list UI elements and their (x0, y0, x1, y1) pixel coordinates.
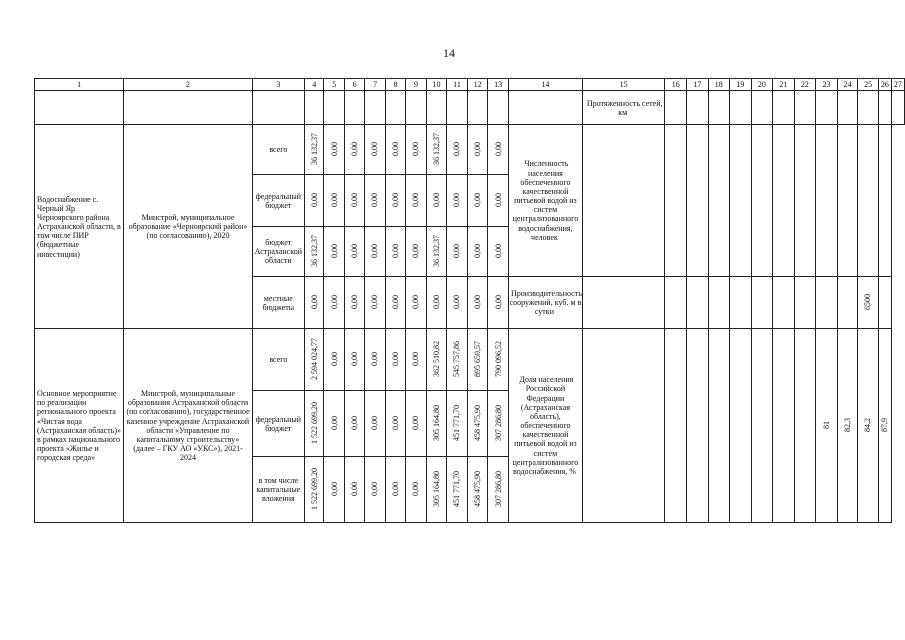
header-label: 1 (77, 80, 82, 89)
value-text: 0,00 (370, 294, 380, 309)
value-cell (385, 329, 405, 391)
empty-cell (730, 125, 752, 277)
empty-cell (385, 91, 405, 125)
indicator-cell (582, 91, 665, 125)
value-cell (385, 125, 405, 175)
header-cell (730, 79, 752, 91)
value-cell (324, 227, 344, 277)
value-text: 0,00 (370, 192, 380, 207)
value-cell (488, 125, 509, 175)
funding-source-text: всего (269, 355, 288, 365)
value-text: 895 659,57 (472, 340, 482, 377)
indicator-value: 87,9 (880, 417, 890, 432)
value-cell (365, 175, 385, 227)
empty-cell (816, 125, 838, 277)
header-cell (344, 79, 364, 91)
empty-cell (582, 329, 665, 523)
object-text: Водоснабжение с. Черный Яр Черноярского района Астраханской области, в том числе ПИР (бюджетные инвестиции) (37, 194, 121, 259)
value-text: 0,00 (493, 243, 503, 258)
value-text: 307 286,80 (493, 404, 503, 441)
value-cell (467, 125, 488, 175)
empty-cell (582, 277, 665, 329)
value-cell (426, 457, 447, 523)
empty-cell (708, 329, 730, 523)
value-text: 305 164,80 (431, 404, 441, 441)
funding-source-cell (252, 227, 304, 277)
funding-source-cell (252, 391, 304, 457)
value-text: 0,00 (329, 192, 339, 207)
value-cell (467, 329, 488, 391)
empty-cell (878, 125, 891, 277)
header-cell (406, 79, 426, 91)
empty-cell (794, 277, 816, 329)
header-label: 22 (800, 80, 809, 89)
value-text: 0,00 (329, 141, 339, 156)
empty-cell (665, 91, 687, 125)
value-text: 790 096,52 (493, 340, 503, 377)
value-text: 0,00 (390, 192, 400, 207)
header-label: 6 (352, 80, 357, 89)
empty-cell (773, 277, 795, 329)
empty-cell (252, 91, 304, 125)
value-cell (304, 277, 323, 329)
value-text: 458 475,90 (472, 470, 482, 507)
value-text: 0,00 (329, 351, 339, 366)
value-text: 0,00 (350, 192, 360, 207)
value-cell (447, 125, 468, 175)
value-cell (467, 457, 488, 523)
value-cell (467, 227, 488, 277)
value-cell (426, 227, 447, 277)
executor-cell (124, 125, 252, 329)
empty-cell (773, 125, 795, 277)
empty-cell (751, 125, 773, 277)
indicator-cell (508, 125, 582, 277)
value-text: 545 757,86 (452, 340, 462, 377)
header-label: 24 (843, 80, 852, 89)
header-label: 3 (276, 80, 281, 89)
value-cell (344, 175, 364, 227)
value-text: 36 132,37 (431, 234, 441, 267)
indicator-value-cell (837, 329, 858, 523)
value-text: 0,00 (350, 351, 360, 366)
value-cell (467, 277, 488, 329)
header-cell (708, 79, 730, 91)
header-cell (686, 79, 708, 91)
value-cell (426, 125, 447, 175)
funding-source-cell (252, 457, 304, 523)
empty-cell (858, 125, 879, 277)
executor-text: Минстрой, муниципальное образование «Черноярский район» (по согласованию), 2020 (128, 212, 248, 241)
value-text: 305 164,80 (431, 470, 441, 507)
header-cell (665, 79, 687, 91)
value-text: 0,00 (390, 141, 400, 156)
empty-cell (686, 329, 708, 523)
indicator-text: Численность населения обеспеченного качественной питьевой водой из систем централизованного водоснабжения, человек (512, 159, 579, 242)
value-cell (426, 277, 447, 329)
funding-source-text: местные бюджеты (262, 293, 295, 312)
indicator-text: Доля населения Российской Федерации (Астраханская область), обеспеченного качественной питьевой водой из систем централизованного водоснабжения, % (512, 375, 579, 477)
value-cell (385, 277, 405, 329)
empty-cell (406, 91, 426, 125)
value-cell (488, 277, 509, 329)
value-text: 451 771,70 (452, 470, 462, 507)
executor-cell (124, 329, 252, 523)
value-text: 0,00 (309, 192, 319, 207)
value-text: 362 510,82 (431, 340, 441, 377)
value-cell (406, 391, 426, 457)
empty-cell (773, 329, 795, 523)
header-label: 12 (473, 80, 482, 89)
value-text: 0,00 (390, 415, 400, 430)
value-cell (344, 391, 364, 457)
value-cell (406, 457, 426, 523)
value-text: 2 594 024,77 (309, 337, 319, 380)
value-text: 0,00 (493, 294, 503, 309)
header-label: 18 (714, 80, 723, 89)
indicator-value-cell (858, 277, 879, 329)
value-cell (365, 277, 385, 329)
header-label: 8 (393, 80, 398, 89)
header-cell (508, 79, 582, 91)
value-text: 0,00 (350, 294, 360, 309)
empty-cell (665, 125, 687, 277)
header-label: 26 (880, 80, 889, 89)
header-cell (891, 79, 904, 91)
value-text: 0,00 (350, 141, 360, 156)
value-text: 0,00 (370, 243, 380, 258)
value-cell (488, 457, 509, 523)
value-text: 0,00 (329, 243, 339, 258)
value-cell (304, 227, 323, 277)
value-cell (426, 329, 447, 391)
header-label: 13 (494, 80, 503, 89)
value-text: 36 132,37 (309, 234, 319, 267)
value-cell (385, 227, 405, 277)
header-cell (751, 79, 773, 91)
header-cell (816, 79, 838, 91)
empty-cell (124, 91, 252, 125)
empty-cell (891, 91, 904, 125)
header-cell (124, 79, 252, 91)
value-text: 0,00 (390, 351, 400, 366)
header-label: 9 (413, 80, 418, 89)
value-cell (304, 125, 323, 175)
value-text: 0,00 (472, 294, 482, 309)
value-cell (488, 175, 509, 227)
value-cell (406, 227, 426, 277)
value-cell (304, 391, 323, 457)
header-label: 21 (779, 80, 788, 89)
value-cell (447, 391, 468, 457)
empty-cell (508, 91, 582, 125)
empty-cell (365, 91, 385, 125)
value-text: 0,00 (452, 294, 462, 309)
empty-cell (708, 91, 730, 125)
value-cell (447, 175, 468, 227)
value-text: 0,00 (493, 141, 503, 156)
value-text: 0,00 (370, 141, 380, 156)
header-label: 15 (619, 80, 628, 89)
value-text: 0,00 (472, 192, 482, 207)
value-text: 1 522 699,20 (309, 401, 319, 444)
value-text: 0,00 (411, 243, 421, 258)
empty-cell (773, 91, 795, 125)
value-cell (324, 175, 344, 227)
value-text: 458 475,90 (472, 404, 482, 441)
value-text: 0,00 (329, 294, 339, 309)
value-text: 0,00 (411, 415, 421, 430)
empty-cell (878, 277, 891, 329)
empty-cell (324, 91, 344, 125)
value-cell (304, 329, 323, 391)
header-label: 2 (186, 80, 190, 89)
header-label: 10 (432, 80, 441, 89)
header-cell (304, 79, 323, 91)
value-text: 0,00 (452, 141, 462, 156)
value-cell (304, 457, 323, 523)
value-text: 0,00 (411, 351, 421, 366)
empty-cell (816, 91, 838, 125)
empty-cell (708, 277, 730, 329)
header-label: 20 (757, 80, 766, 89)
value-text: 0,00 (411, 481, 421, 496)
header-cell (858, 79, 879, 91)
value-cell (447, 227, 468, 277)
page-number: 14 (443, 46, 455, 60)
header-cell (837, 79, 858, 91)
object-cell (35, 125, 124, 329)
value-cell (365, 227, 385, 277)
value-cell (406, 277, 426, 329)
value-text: 0,00 (390, 243, 400, 258)
value-cell (365, 329, 385, 391)
value-text: 36 132,37 (431, 132, 441, 165)
value-text: 0,00 (370, 481, 380, 496)
indicator-text: Протяженность сетей, км (586, 98, 663, 117)
value-cell (304, 175, 323, 227)
empty-cell (751, 329, 773, 523)
empty-cell (837, 91, 858, 125)
value-cell (447, 329, 468, 391)
value-text: 0,00 (390, 294, 400, 309)
value-cell (467, 175, 488, 227)
header-label: 11 (453, 80, 461, 89)
funding-source-text: всего (269, 145, 288, 155)
indicator-value-cell (816, 329, 838, 523)
header-label: 17 (693, 80, 702, 89)
value-cell (324, 125, 344, 175)
value-cell (385, 175, 405, 227)
header-cell (35, 79, 124, 91)
value-text: 0,00 (411, 294, 421, 309)
empty-cell (751, 277, 773, 329)
value-text: 0,00 (309, 294, 319, 309)
value-cell (324, 277, 344, 329)
empty-cell (878, 91, 891, 125)
header-cell (324, 79, 344, 91)
header-cell (447, 79, 468, 91)
header-label: 25 (864, 80, 873, 89)
indicator-value-cell (858, 329, 879, 523)
empty-cell (35, 91, 124, 125)
empty-cell (794, 329, 816, 523)
funding-source-text: федеральный бюджет (255, 414, 302, 433)
empty-cell (686, 91, 708, 125)
value-cell (344, 277, 364, 329)
value-text: 0,00 (329, 481, 339, 496)
value-cell (426, 175, 447, 227)
value-text: 0,00 (329, 415, 339, 430)
header-label: 7 (373, 80, 378, 89)
value-text: 0,00 (431, 294, 441, 309)
header-label: 19 (736, 80, 745, 89)
value-text: 0,00 (431, 192, 441, 207)
value-cell (365, 457, 385, 523)
value-text: 0,00 (452, 192, 462, 207)
empty-cell (730, 329, 752, 523)
empty-cell (816, 277, 838, 329)
header-label: 4 (312, 80, 317, 89)
value-cell (365, 391, 385, 457)
value-cell (385, 391, 405, 457)
funding-source-text: федеральный бюджет (255, 191, 302, 210)
header-label: 14 (541, 80, 550, 89)
indicator-text: Производительность сооружений, куб. м в сутки (509, 288, 582, 317)
executor-text: Минстрой, муниципальные образования Астраханской области (по согласованию), государственное казенное учреждение Астраханской области «Управление по капитальному строительству» (далее – ГКУ АО «УКС»), 2021-2024 (126, 388, 250, 463)
value-text: 0,00 (390, 481, 400, 496)
program-table (34, 78, 905, 523)
empty-cell (304, 91, 323, 125)
value-cell (324, 391, 344, 457)
header-cell (582, 79, 665, 91)
funding-source-text: в том числе капитальные вложения (256, 475, 301, 504)
empty-cell (665, 277, 687, 329)
value-text: 1 522 699,20 (309, 467, 319, 510)
indicator-value-cell (878, 329, 891, 523)
header-label: 27 (893, 80, 902, 89)
empty-cell (447, 91, 468, 125)
value-text: 0,00 (370, 415, 380, 430)
value-text: 36 132,37 (309, 132, 319, 165)
empty-cell (467, 91, 488, 125)
empty-cell (730, 277, 752, 329)
empty-cell (837, 125, 858, 277)
empty-cell (794, 91, 816, 125)
indicator-value: 81 (821, 420, 831, 429)
empty-cell (858, 91, 879, 125)
funding-source-cell (252, 175, 304, 227)
indicator-value: 6500 (863, 293, 873, 310)
value-text: 0,00 (350, 243, 360, 258)
value-cell (344, 227, 364, 277)
value-cell (324, 457, 344, 523)
value-cell (488, 227, 509, 277)
header-label: 16 (671, 80, 680, 89)
indicator-cell (508, 329, 582, 523)
empty-cell (665, 329, 687, 523)
object-text: Основное мероприятие по реализации регионального проекта «Чистая вода (Астраханская область)» в рамках национального проекта «Жилье и городская среда» (37, 388, 121, 463)
value-cell (406, 329, 426, 391)
header-label: 5 (332, 80, 337, 89)
empty-cell (426, 91, 447, 125)
value-text: 451 771,70 (452, 404, 462, 441)
empty-cell (488, 91, 509, 125)
empty-cell (582, 125, 665, 277)
value-text: 0,00 (472, 243, 482, 258)
value-text: 0,00 (411, 141, 421, 156)
value-cell (467, 391, 488, 457)
value-cell (426, 391, 447, 457)
value-cell (344, 125, 364, 175)
value-text: 0,00 (370, 351, 380, 366)
value-text: 0,00 (452, 243, 462, 258)
funding-source-cell (252, 329, 304, 391)
indicator-value: 82,3 (842, 417, 852, 432)
value-cell (385, 457, 405, 523)
indicator-cell (508, 277, 582, 329)
value-text: 307 286,80 (493, 470, 503, 507)
empty-cell (686, 277, 708, 329)
value-cell (344, 457, 364, 523)
object-cell (35, 329, 124, 523)
funding-source-text: бюджет Астраханской области (254, 237, 302, 266)
empty-cell (730, 91, 752, 125)
funding-source-cell (252, 277, 304, 329)
funding-source-cell (252, 125, 304, 175)
header-cell (488, 79, 509, 91)
empty-cell (794, 125, 816, 277)
header-cell (794, 79, 816, 91)
value-cell (447, 277, 468, 329)
empty-cell (837, 277, 858, 329)
empty-cell (344, 91, 364, 125)
empty-cell (708, 125, 730, 277)
value-cell (324, 329, 344, 391)
value-cell (488, 329, 509, 391)
value-cell (406, 125, 426, 175)
header-cell (878, 79, 891, 91)
value-cell (365, 125, 385, 175)
header-cell (467, 79, 488, 91)
value-cell (406, 175, 426, 227)
value-cell (488, 391, 509, 457)
indicator-value: 84,2 (863, 417, 873, 432)
value-cell (447, 457, 468, 523)
header-cell (385, 79, 405, 91)
value-text: 0,00 (350, 481, 360, 496)
header-cell (426, 79, 447, 91)
header-cell (773, 79, 795, 91)
value-text: 0,00 (472, 141, 482, 156)
header-cell (252, 79, 304, 91)
header-label: 23 (822, 80, 831, 89)
value-text: 0,00 (350, 415, 360, 430)
header-cell (365, 79, 385, 91)
empty-cell (751, 91, 773, 125)
value-cell (344, 329, 364, 391)
empty-cell (686, 125, 708, 277)
value-text: 0,00 (493, 192, 503, 207)
value-text: 0,00 (411, 192, 421, 207)
